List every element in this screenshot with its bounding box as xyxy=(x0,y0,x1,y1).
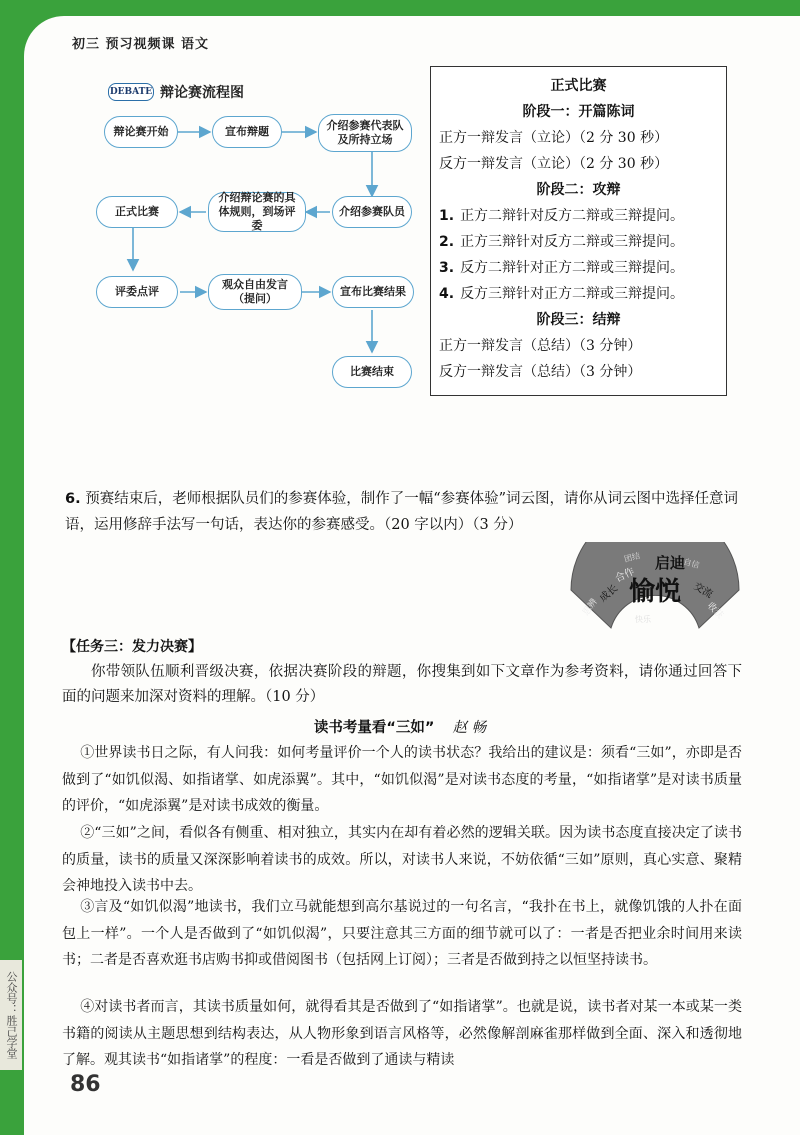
debate-logo: DEBATE xyxy=(108,83,154,101)
node-audience-speech: 观众自由发言（提问） xyxy=(208,274,302,310)
node-judges-comment: 评委点评 xyxy=(96,276,178,308)
stage1-line: 正方一辩发言（立论）（2 分 30 秒） xyxy=(439,130,669,146)
node-announce-topic: 宣布辩题 xyxy=(212,116,282,148)
cloud-word: 交流 xyxy=(691,581,715,601)
question-text: 预赛结束后，老师根据队员们的参赛体验，制作了一幅“参赛体验”词云图，请你从词云图中选择任意词语，运用修辞手法写一句话，表达你的参赛感受。（20 字以内）（3 分） xyxy=(65,491,739,533)
node-announce-result: 宣布比赛结果 xyxy=(332,276,414,308)
article-paragraph: ④对读书者而言，其读书质量如何，就得看其是否做到了“如指诸掌”。也就是说，读书者对某一本或某一类书籍的阅读从主题思想到结构表达，从人物形象到语言风格等，必然像解剖麻雀那样做到全面、深入和透彻地了解。观其读书“如指诸掌”的程度：一看是否做到了通读与精读 xyxy=(62,999,742,1068)
node-intro-rules: 介绍辩论赛的具体规则，到场评委 xyxy=(208,192,306,232)
cloud-word: 成长 xyxy=(597,583,621,605)
article-paragraph: ②“三如”之间，看似各有侧重、相对独立，其实内在却有着必然的逻辑关联。因为读书态度直接决定了读书的质量，读书的质量又深深影响着读书的成效。所以，对读书人来说，不妨依循“三如”原则，真心实意、聚精会神地投入读书中去。 xyxy=(62,825,742,894)
stage2-title: 阶段二：攻辩 xyxy=(536,182,621,198)
article-paragraph: ①世界读书日之际，有人问我：如何考量评价一个人的读书状态？我给出的建议是：须看“三如”，亦即是否做到了“如饥似渴、如指诸掌、如虎添翼”。其中，“如饥似渴”是对读书态度的考量，“如指诸掌”是对读书质量的评价，“如虎添翼”是对读书成效的衡量。 xyxy=(62,745,742,814)
side-tab: 公众号：胜己学堂 xyxy=(0,960,22,1070)
question-6 xyxy=(65,486,745,538)
cloud-word-main: 愉悦 xyxy=(629,577,682,607)
cloud-word: 收获 xyxy=(704,601,725,621)
cloud-word: 自信 xyxy=(682,557,701,571)
stage2-item: 2. 正方三辩针对反方二辩或三辩提问。 xyxy=(439,234,685,250)
word-cloud xyxy=(565,542,745,634)
stage3-title: 阶段三：结辩 xyxy=(536,312,621,328)
article-paragraph: ③言及“如饥似渴”地读书，我们立马就能想到高尔基说过的一句名言，“我扑在书上，就像饥饿的人扑在面包上一样”。一个人是否做到了“如饥似渴”，只要注意其三方面的细节就可以了：一者是否把业余时间用来读书；二者是否喜欢逛书店购书抑或借阅图书（包括网上订阅）；三者是否做到持之以恒坚持读书。 xyxy=(62,899,742,968)
stage2-item: 4. 反方三辩针对正方二辩或三辩提问。 xyxy=(439,286,685,302)
node-formal-match: 正式比赛 xyxy=(96,196,178,228)
stage1-line: 反方一辩发言（立论）（2 分 30 秒） xyxy=(439,156,669,172)
flowchart-title: 辩论赛流程图 xyxy=(160,85,244,101)
task3-intro: 你带领队伍顺利晋级决赛，依据决赛阶段的辩题，你搜集到如下文章作为参考资料，请你通过回答下面的问题来加深对资料的理解。（10 分） xyxy=(62,664,742,705)
article-title-line xyxy=(0,716,800,737)
page-number: 86 xyxy=(70,1072,101,1097)
cloud-word: 合作 xyxy=(613,566,637,585)
stage1-title: 阶段一：开篇陈词 xyxy=(522,104,635,120)
article-title: 读书考量看“三如” xyxy=(313,720,435,736)
cloud-word: 快乐 xyxy=(635,615,651,624)
page-header: 初三 预习视频课 语文 xyxy=(72,37,210,52)
node-end: 比赛结束 xyxy=(332,356,412,388)
node-start: 辩论赛开始 xyxy=(104,116,178,148)
match-box-title: 正式比赛 xyxy=(550,78,607,94)
stage3-line: 反方一辩发言（总结）（3 分钟） xyxy=(439,364,642,380)
cloud-word: 启迪 xyxy=(655,554,686,572)
article-author: 赵 畅 xyxy=(452,720,487,736)
question-number: 6. xyxy=(65,491,81,507)
formal-match-box xyxy=(430,66,727,396)
stage2-item: 1. 正方二辩针对反方二辩或三辩提问。 xyxy=(439,208,685,224)
task3-title: 【任务三：发力决赛】 xyxy=(62,639,202,655)
stage2-item: 3. 反方二辩针对正方二辩或三辩提问。 xyxy=(439,260,685,276)
cloud-word: 团结 xyxy=(623,551,641,564)
cloud-word: 思辨 xyxy=(581,597,600,618)
node-intro-reps: 介绍参赛代表队及所持立场 xyxy=(318,114,412,152)
stage3-line: 正方一辩发言（总结）（3 分钟） xyxy=(439,338,642,354)
node-intro-members: 介绍参赛队员 xyxy=(332,196,412,228)
